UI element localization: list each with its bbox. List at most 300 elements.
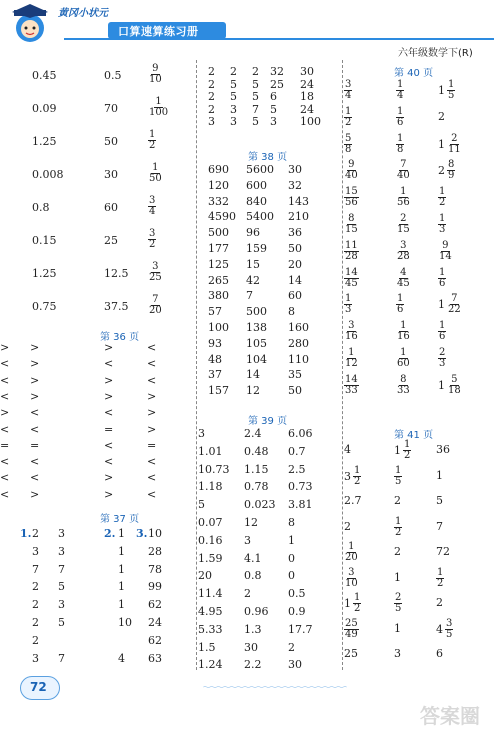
answer-value: 690 — [208, 163, 229, 176]
denominator: 2 — [345, 116, 352, 128]
answer-value: 18 — [300, 90, 314, 103]
answer-value: 37.5 — [104, 300, 129, 313]
fraction — [447, 134, 462, 155]
denominator: 4 — [397, 90, 404, 101]
denominator: 6 — [439, 331, 446, 343]
denominator: 2 — [149, 239, 156, 250]
answer-value: 99 — [148, 580, 162, 594]
denominator: 40 — [345, 170, 358, 182]
answer-value: 3 — [58, 544, 65, 558]
denominator: 56 — [345, 197, 358, 209]
answer-value: 0.5 — [104, 69, 122, 82]
answer-value: 4.1 — [244, 551, 262, 565]
answer-value: 48 — [208, 352, 222, 366]
answer-value: 5600 — [246, 163, 274, 176]
answer-value: 7 — [58, 562, 65, 576]
numerator: 2 — [395, 592, 402, 603]
denominator: 2 — [395, 526, 402, 538]
comparison-sign: < — [147, 455, 157, 469]
answer-value: 1 — [394, 570, 401, 584]
fraction — [353, 593, 361, 614]
numerator: 1 — [348, 347, 355, 358]
denominator: 49 — [345, 628, 358, 640]
answer-value: 24 — [300, 102, 314, 116]
answer-value: 1 — [118, 544, 125, 558]
numerator: 1 — [400, 320, 407, 332]
fraction — [148, 130, 156, 151]
answer-value: 8 — [288, 305, 295, 319]
comparison-sign: < — [147, 487, 157, 501]
numerator: 3 — [149, 195, 156, 206]
numerator: 7 — [400, 159, 407, 171]
numerator: 14 — [345, 266, 358, 278]
denominator: 28 — [345, 250, 358, 262]
numerator: 11 — [345, 239, 358, 251]
section-heading: 第 41 页 — [394, 430, 434, 441]
denominator: 16 — [345, 331, 358, 343]
answer-value: 50 — [288, 384, 302, 398]
answer-value: 5400 — [246, 210, 274, 224]
numerator: 1 — [439, 213, 446, 224]
answer-value: 1 — [436, 468, 443, 482]
answer-value: 7 — [436, 519, 443, 533]
answer-value: 6 — [436, 647, 443, 660]
comparison-sign: < — [104, 438, 114, 452]
answer-value: 100 — [300, 115, 321, 128]
numerator: 1 — [397, 293, 404, 305]
answer-value: 1.5 — [198, 640, 216, 654]
fraction — [438, 241, 453, 262]
answer-value: 1.59 — [198, 551, 223, 565]
numerator: 1 — [149, 129, 156, 140]
answer-value: 1.18 — [198, 480, 223, 494]
comparison-sign: > — [30, 341, 40, 354]
denominator: 8 — [397, 143, 404, 155]
denominator: 33 — [397, 384, 410, 396]
fraction — [344, 619, 359, 640]
denominator: 16 — [397, 331, 410, 343]
answer-value: 2 — [436, 596, 443, 609]
answer-value: 1 — [118, 527, 125, 540]
fraction — [344, 268, 359, 289]
fraction — [438, 214, 446, 235]
answer-value: 1.24 — [198, 658, 223, 672]
answer-value: 30 — [244, 640, 258, 654]
whole-part: 1 — [394, 444, 401, 457]
answer-value: 2 — [288, 640, 295, 654]
mixed-number — [438, 80, 455, 101]
denominator: 10 — [345, 577, 358, 589]
fraction — [445, 619, 453, 640]
answer-value: 160 — [288, 321, 309, 334]
denominator: 2 — [404, 450, 411, 461]
answer-value: 10 — [148, 527, 162, 540]
section-heading: 第 40 页 — [394, 68, 434, 79]
numerator: 1 — [397, 105, 404, 117]
comparison-sign: = — [147, 438, 157, 452]
fraction — [438, 321, 446, 342]
answer-value: 1 — [118, 580, 125, 594]
answer-value: 24 — [300, 77, 314, 91]
numerator: 1 — [345, 105, 352, 117]
answer-value: 37 — [208, 368, 222, 382]
answer-value: 138 — [246, 321, 267, 334]
numerator: 8 — [400, 373, 407, 385]
answer-value: 11.4 — [198, 587, 223, 601]
comparison-sign: > — [0, 341, 10, 354]
fraction — [344, 187, 359, 208]
answer-value: 1. — [20, 527, 32, 540]
comparison-sign: < — [0, 422, 10, 436]
numerator: 1 — [152, 162, 159, 173]
numerator: 14 — [345, 373, 358, 385]
comparison-sign: > — [104, 373, 114, 387]
answer-value: 0.5 — [288, 587, 306, 601]
denominator: 22 — [448, 304, 461, 316]
denominator: 28 — [397, 250, 410, 262]
comparison-sign: > — [147, 406, 157, 420]
answer-value: 3.81 — [288, 498, 313, 512]
answer-value: 0.48 — [244, 444, 269, 458]
fraction — [396, 134, 404, 155]
answer-value: 32 — [288, 178, 302, 192]
answer-value: 2 — [32, 598, 39, 612]
answer-value: 20 — [198, 569, 212, 583]
answer-value: 1.3 — [244, 622, 262, 636]
denominator: 20 — [345, 552, 358, 563]
answer-value: 5 — [436, 494, 443, 507]
answer-value: 30 — [300, 65, 314, 78]
comparison-sign: > — [30, 357, 40, 371]
answer-value: 1.25 — [32, 267, 57, 280]
answer-value: 2 — [344, 519, 351, 533]
answer-value: 1 — [288, 533, 295, 547]
comparison-sign: < — [0, 357, 10, 371]
denominator: 2 — [439, 197, 446, 209]
denominator: 20 — [149, 305, 162, 316]
answer-value: 2 — [32, 527, 39, 540]
comparison-sign: < — [30, 422, 40, 436]
fraction — [396, 375, 411, 396]
answer-value: 4590 — [208, 210, 236, 224]
answer-value: 10.73 — [198, 462, 230, 476]
numerator: 1 — [395, 515, 402, 527]
comparison-sign: = — [104, 422, 114, 436]
fraction — [344, 134, 352, 155]
denominator: 2 — [437, 577, 444, 589]
denominator: 45 — [345, 277, 358, 289]
whole-part: 1 — [438, 137, 445, 151]
fraction — [148, 262, 163, 283]
answer-value: 10 — [118, 616, 132, 629]
comparison-sign: = — [30, 438, 40, 452]
numerator: 1 — [155, 96, 162, 107]
fraction — [344, 241, 359, 262]
mixed-number — [344, 466, 361, 487]
denominator: 6 — [397, 304, 404, 316]
answer-value: 0.09 — [32, 102, 57, 115]
denominator: 2 — [354, 475, 361, 487]
denominator: 45 — [397, 277, 410, 289]
answer-value: 0.9 — [288, 605, 306, 618]
fraction — [353, 466, 361, 487]
fraction — [344, 160, 359, 181]
answer-value: 125 — [208, 257, 229, 271]
denominator: 56 — [397, 197, 410, 209]
fraction — [148, 64, 163, 85]
answer-value: 3. — [136, 527, 148, 540]
fraction — [436, 568, 444, 589]
answer-value: 2 — [230, 65, 237, 78]
answer-value: 72 — [436, 545, 450, 558]
answer-value: 3 — [198, 427, 205, 440]
numerator: 1 — [395, 464, 402, 476]
numerator: 3 — [446, 617, 453, 629]
fraction — [396, 107, 404, 128]
answer-value: 0 — [288, 551, 295, 565]
answer-value: 2 — [208, 65, 215, 78]
mixed-number — [436, 619, 453, 640]
answer-value: 4 — [118, 651, 125, 665]
whole-part: 1 — [438, 378, 445, 392]
whole-part: 4 — [436, 622, 443, 636]
answer-value: 380 — [208, 289, 229, 303]
answer-value: 36 — [288, 226, 302, 240]
answer-value: 2 — [394, 545, 401, 558]
answer-value: 2 — [32, 580, 39, 594]
answer-value: 2.5 — [288, 462, 306, 476]
answer-value: 0.96 — [244, 605, 269, 618]
answer-value: 0.73 — [288, 480, 313, 494]
fraction — [438, 348, 446, 369]
denominator: 40 — [397, 170, 410, 182]
fraction — [148, 229, 156, 250]
answer-value: 2. — [104, 527, 116, 540]
denominator: 2 — [354, 603, 361, 614]
fraction — [396, 160, 411, 181]
mixed-number — [438, 134, 462, 155]
page-number: 72 — [30, 680, 47, 694]
numerator: 1 — [400, 347, 407, 358]
whole-part: 1 — [344, 597, 351, 610]
denominator: 14 — [439, 250, 452, 262]
answer-value: 0.45 — [32, 69, 57, 82]
denominator: 5 — [448, 90, 455, 101]
answer-value: 2 — [438, 109, 445, 123]
numerator: 1 — [439, 320, 446, 332]
denominator: 4 — [345, 90, 352, 101]
answer-value: 3 — [58, 527, 65, 540]
answer-value: 25 — [270, 77, 284, 91]
fraction — [396, 214, 411, 235]
denominator: 15 — [345, 224, 358, 235]
answer-value: 62 — [148, 598, 162, 612]
numerator: 2 — [400, 213, 407, 224]
denominator: 100 — [149, 107, 169, 118]
answer-value: 0.15 — [32, 234, 57, 247]
comparison-sign: < — [147, 471, 157, 485]
comparison-sign: > — [147, 389, 157, 403]
denominator: 9 — [448, 170, 455, 182]
numerator: 5 — [345, 132, 352, 144]
fraction — [344, 542, 359, 563]
answer-value: 100 — [208, 321, 229, 334]
answer-value: 104 — [246, 352, 267, 366]
section-heading: 第 36 页 — [100, 332, 140, 343]
answer-value: 3 — [230, 115, 237, 128]
logo-mascot-icon — [4, 2, 64, 46]
denominator: 5 — [446, 628, 453, 640]
answer-value: 5 — [58, 616, 65, 629]
answer-value: 7 — [58, 651, 65, 665]
comparison-sign: < — [30, 455, 40, 469]
answer-value: 840 — [246, 194, 267, 208]
fraction — [447, 80, 455, 101]
answer-value: 1 — [118, 562, 125, 576]
denominator: 8 — [345, 143, 352, 155]
answer-value: 265 — [208, 273, 229, 287]
numerator: 3 — [348, 320, 355, 332]
answer-value: 3 — [244, 533, 251, 547]
answer-value: 1 — [118, 598, 125, 612]
answer-value: 96 — [246, 226, 260, 240]
fraction — [148, 196, 156, 217]
comparison-sign: < — [147, 357, 157, 371]
denominator: 50 — [149, 173, 162, 184]
answer-value: 332 — [208, 194, 229, 208]
numerator: 1 — [448, 79, 455, 90]
answer-value: 0 — [288, 569, 295, 583]
numerator: 2 — [439, 347, 446, 358]
numerator: 1 — [397, 79, 404, 90]
answer-value: 35 — [288, 368, 302, 382]
numerator: 2 — [451, 132, 458, 144]
whole-part: 2 — [438, 164, 445, 178]
answer-value: 7 — [252, 102, 259, 116]
section-heading: 第 37 页 — [100, 514, 140, 525]
answer-value: 5 — [230, 90, 237, 103]
book-subtitle: 口算速算练习册 — [118, 25, 199, 38]
numerator: 8 — [348, 213, 355, 224]
answer-value: 3 — [32, 544, 39, 558]
numerator: 3 — [152, 261, 159, 272]
comparison-sign: < — [0, 373, 10, 387]
answer-value: 17.7 — [288, 622, 313, 636]
answer-value: 62 — [148, 633, 162, 647]
answer-value: 12.5 — [104, 267, 129, 280]
header-divider — [64, 38, 494, 40]
answer-value: 2 — [32, 633, 39, 647]
answer-value: 32 — [270, 65, 284, 78]
comparison-sign: > — [30, 389, 40, 403]
denominator: 6 — [439, 277, 446, 289]
answer-value: 0.8 — [32, 201, 50, 214]
numerator: 3 — [345, 79, 352, 90]
denominator: 4 — [149, 206, 156, 217]
denominator: 5 — [395, 475, 402, 487]
answer-value: 25 — [104, 234, 118, 247]
answer-value: 157 — [208, 384, 229, 398]
denominator: 2 — [149, 140, 156, 151]
comparison-sign: > — [104, 389, 114, 403]
answer-value: 7 — [32, 562, 39, 576]
answer-value: 15 — [246, 257, 260, 271]
answer-value: 63 — [148, 651, 162, 665]
whole-part: 3 — [344, 469, 351, 483]
answer-value: 42 — [246, 273, 260, 287]
answer-value: 0.023 — [244, 498, 276, 512]
numerator: 1 — [397, 132, 404, 144]
fraction — [396, 241, 411, 262]
numerator: 1 — [437, 566, 444, 578]
answer-value: 143 — [288, 194, 309, 208]
fraction — [344, 321, 359, 342]
fraction — [148, 163, 163, 184]
fraction — [344, 348, 359, 369]
mixed-number — [438, 160, 455, 181]
fraction — [394, 517, 402, 538]
answer-value: 4.95 — [198, 605, 223, 618]
answer-value: 30 — [288, 658, 302, 672]
answer-value: 1.25 — [32, 135, 57, 148]
answer-value: 6.06 — [288, 427, 313, 440]
answer-value: 5 — [252, 115, 259, 128]
numerator: 3 — [400, 239, 407, 251]
denominator: 12 — [345, 358, 358, 369]
answer-value: 20 — [288, 257, 302, 271]
fraction — [148, 295, 163, 316]
grade-label: 六年级数学下(R) — [398, 48, 473, 59]
section-heading: 第 38 页 — [248, 152, 288, 163]
numerator: 1 — [404, 439, 411, 450]
answer-value: 500 — [208, 226, 229, 240]
denominator: 15 — [397, 224, 410, 235]
numerator: 1 — [354, 592, 361, 603]
fraction — [438, 187, 446, 208]
answer-value: 3 — [208, 115, 215, 128]
comparison-sign: < — [30, 406, 40, 420]
fraction — [447, 160, 455, 181]
numerator: 1 — [348, 541, 355, 552]
answer-value: 60 — [104, 201, 118, 214]
answer-value: 110 — [288, 352, 309, 366]
answer-value: 50 — [288, 242, 302, 255]
denominator: 60 — [397, 358, 410, 369]
answer-value: 3 — [58, 598, 65, 612]
answer-value: 2.2 — [244, 658, 262, 672]
answer-value: 210 — [288, 210, 309, 224]
column-separator — [342, 60, 343, 670]
answer-value: 28 — [148, 544, 162, 558]
fraction — [403, 440, 411, 461]
column-separator — [196, 60, 197, 670]
comparison-sign: > — [0, 406, 10, 420]
logo-text: 黄冈小状元 — [58, 8, 108, 19]
answer-value: 2 — [252, 65, 259, 78]
answer-value: 24 — [148, 616, 162, 629]
numerator: 1 — [439, 186, 446, 198]
answer-value: 2 — [208, 90, 215, 103]
answer-value: 57 — [208, 305, 222, 319]
numerator: 4 — [400, 266, 407, 278]
comparison-sign: > — [30, 373, 40, 387]
answer-value: 8 — [288, 516, 295, 529]
fraction — [396, 80, 404, 101]
section-heading: 第 39 页 — [248, 416, 288, 427]
numerator: 9 — [152, 63, 159, 74]
fraction — [344, 214, 359, 235]
fraction — [344, 80, 352, 101]
